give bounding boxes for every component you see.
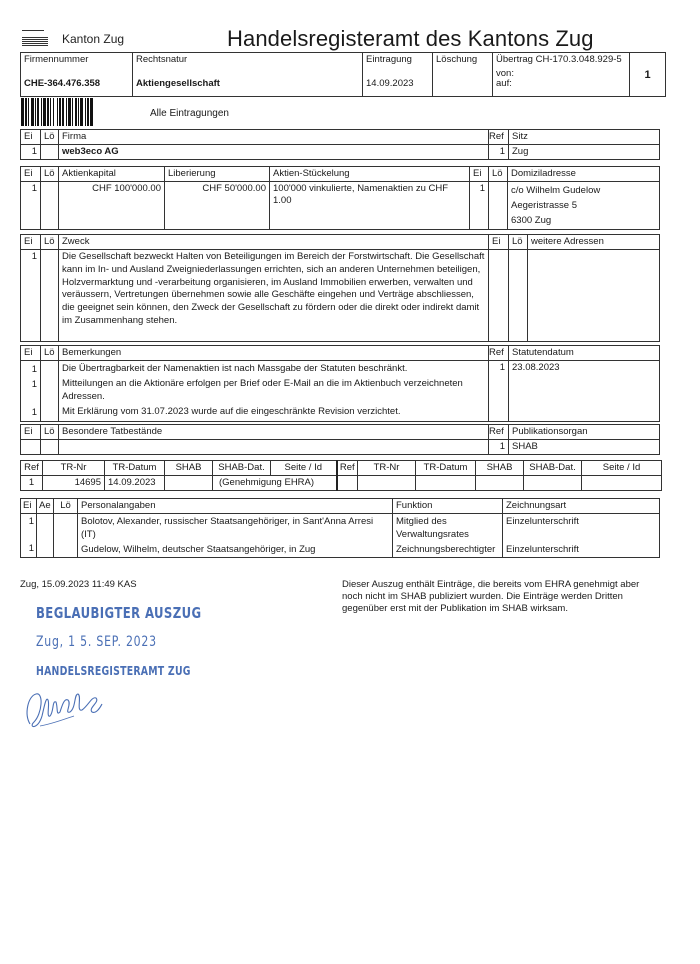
remark-ei: 1 [31, 379, 37, 390]
col-lo: Lö [41, 167, 59, 182]
barcode-icon [21, 98, 139, 126]
special-facts-table [20, 424, 660, 455]
capital-table [20, 166, 660, 230]
register-entries-table [20, 460, 662, 491]
certified-stamp-office: HANDELSREGISTERAMT ZUG [36, 664, 191, 678]
col-ref: Ref [489, 425, 509, 440]
person-ei: 1 [28, 543, 34, 554]
col-tr-datum: TR-Datum [105, 461, 165, 476]
domicile-address [508, 182, 660, 230]
col-lo: Lö [41, 130, 59, 145]
cell-ei: 1 [21, 182, 41, 230]
cell-tatbestand [59, 440, 489, 455]
signature-type-cell [503, 514, 660, 558]
scope-label: Alle Eintragungen [150, 108, 229, 119]
table-row [21, 250, 660, 342]
col-lo-2: Lö [509, 235, 528, 250]
canton-logo-icon [22, 30, 52, 47]
col-ei-2: Ei [470, 167, 489, 182]
cell-lo-2 [509, 250, 528, 342]
cell-lo [54, 514, 78, 558]
table-row [21, 514, 660, 558]
col-ref: Ref [21, 461, 43, 476]
table-header-row [21, 235, 660, 250]
rechtsnatur-value: Aktiengesellschaft [136, 78, 220, 89]
auf-label: auf: [496, 78, 512, 89]
cell-ei-2: 1 [470, 182, 489, 230]
cell-lo [41, 145, 59, 160]
firma-table [20, 129, 660, 160]
col-tr-datum-2: TR-Datum [416, 461, 476, 476]
col-ei: Ei [21, 167, 41, 182]
loeschung-label: Löschung [436, 54, 478, 65]
cell-shab-dat-2 [524, 476, 582, 491]
col-domiziladresse: Domiziladresse [508, 167, 660, 182]
table-row [21, 440, 660, 455]
table-row [21, 361, 660, 422]
person-function: Mitglied des Verwaltungsrates [396, 516, 469, 540]
person-entry: Gudelow, Wilhelm, deutscher Staatsangehöriger, in Zug [81, 544, 316, 555]
remark-text: Mitteilungen an die Aktionäre erfolgen per Brief oder E-Mail an die im Aktienbuch verzeichneten Adressen. [62, 378, 463, 402]
table-header-row [21, 461, 662, 476]
uebertrag-label: Übertrag CH-170.3.048.929-5 [496, 54, 622, 65]
col-liberierung: Liberierung [165, 167, 270, 182]
address-line: c/o Wilhelm Gudelow [511, 185, 601, 196]
remarks-cell [59, 361, 489, 422]
cell-ei [21, 440, 41, 455]
von-label: von: [496, 68, 514, 79]
table-row [21, 145, 660, 160]
issue-place-date: Zug, 15.09.2023 11:49 KAS [20, 579, 137, 590]
address-line: 6300 Zug [511, 215, 552, 226]
tr-number: 14695 [43, 476, 105, 491]
col-firma: Firma [59, 130, 489, 145]
signature-type: Einzelunterschrift [506, 544, 579, 555]
col-stueckelung: Aktien-Stückelung [270, 167, 470, 182]
share-capital: CHF 100'000.00 [59, 182, 165, 230]
col-bemerkungen: Bemerkungen [59, 346, 489, 361]
cell-lo [41, 440, 59, 455]
address-line: Aegeristrasse 5 [511, 200, 578, 211]
paid-in-capital: CHF 50'000.00 [165, 182, 270, 230]
col-ref: Ref [489, 130, 509, 145]
cell-lo [41, 182, 59, 230]
col-lo: Lö [41, 235, 59, 250]
approval-note: (Genehmigung EHRA) [213, 476, 337, 491]
person-details [78, 514, 393, 558]
eintragung-value: 14.09.2023 [366, 78, 414, 89]
cell-lo-2 [489, 182, 508, 230]
col-lo: Lö [54, 499, 78, 514]
purpose-table [20, 234, 660, 342]
publication-notice: Dieser Auszug enthält Einträge, die bereits vom EHRA genehmigt aber noch nicht im SHAB publiziert wurden. Die Einträge werden Dritten gegenüber erst mit der Publikation im SHAB wirksam. [342, 579, 640, 614]
col-lo: Lö [41, 346, 59, 361]
cell-lo [41, 250, 59, 342]
company-name: web3eco AG [59, 145, 489, 160]
firmennummer-value: CHE-364.476.358 [24, 78, 101, 89]
table-header-row [21, 346, 660, 361]
col-ei: Ei [21, 130, 41, 145]
cell-shab [165, 476, 213, 491]
canton-name: Kanton Zug [62, 32, 125, 46]
col-shab-2: SHAB [476, 461, 524, 476]
col-lo-2: Lö [489, 167, 508, 182]
cell-ref: 1 [21, 476, 43, 491]
person-ei: 1 [28, 516, 34, 527]
barcode-bar [90, 98, 93, 126]
share-denomination: 100'000 vinkulierte, Namenaktien zu CHF 1.00 [270, 182, 470, 230]
col-shab-dat: SHAB-Dat. [213, 461, 271, 476]
cell-ei [21, 514, 37, 558]
statutes-date: 23.08.2023 [509, 361, 660, 422]
col-sitz: Sitz [509, 130, 660, 145]
table-header-row [21, 130, 660, 145]
table-header-row [21, 167, 660, 182]
col-publikationsorgan: Publikationsorgan [509, 425, 660, 440]
col-statutendatum: Statutendatum [509, 346, 660, 361]
remark-text: Die Übertragbarkeit der Namenaktien ist nach Massgabe der Statuten beschränkt. [62, 363, 408, 374]
cell-ei [21, 361, 41, 422]
cell-ref: 1 [489, 440, 509, 455]
col-ref: Ref [489, 346, 509, 361]
eintragung-label: Eintragung [366, 54, 412, 65]
document-title: Handelsregisteramt des Kantons Zug [227, 26, 594, 51]
publication-organ: SHAB [509, 440, 660, 455]
col-shab-dat-2: SHAB-Dat. [524, 461, 582, 476]
col-funktion: Funktion [393, 499, 503, 514]
col-ae: Ae [37, 499, 54, 514]
table-row [21, 182, 660, 230]
signature-icon [22, 686, 112, 734]
cell-ref: 1 [489, 145, 509, 160]
cell-ae [37, 514, 54, 558]
col-ei: Ei [21, 425, 41, 440]
rechtsnatur-label: Rechtsnatur [136, 54, 188, 65]
col-zweck: Zweck [59, 235, 489, 250]
col-ei: Ei [21, 235, 41, 250]
remark-ei: 1 [31, 407, 37, 418]
cell-seite-id-2 [582, 476, 662, 491]
col-seite-id-2: Seite / Id [582, 461, 662, 476]
cell-shab-2 [476, 476, 524, 491]
persons-table [20, 498, 660, 558]
table-row [21, 476, 662, 491]
certified-stamp-date: Zug, 1 5. SEP. 2023 [36, 634, 157, 650]
cell-ref-2 [337, 476, 358, 491]
company-info-table [20, 52, 666, 97]
cell-lo [41, 361, 59, 422]
col-tr-nr-2: TR-Nr [358, 461, 416, 476]
cell-tr-datum-2 [416, 476, 476, 491]
cell-ref: 1 [489, 361, 509, 422]
purpose-text: Die Gesellschaft bezweckt Halten von Beteiligungen im Bereich der Forstwirtschaft. Die Gesellschaft kann im In- und Ausland Zweigniederlassungen errichten, sich an anderen Unternehmen beteiligen, Holzvermarktung und -verarbeitung organisieren, im Ausland Immobilien erwerben, verwalten und veräussern, Vertretungen übernehmen sowie alle Geschäfte eingehen und Verträge abschliessen, die geeignet sein können, den Zweck der Gesellschaft zu fördern oder die direkt oder indirekt damit im Zusammenhang stehen. [59, 250, 489, 342]
col-weitere-adressen: weitere Adressen [528, 235, 660, 250]
col-lo: Lö [41, 425, 59, 440]
cell-tr-nr-2 [358, 476, 416, 491]
col-ei: Ei [21, 499, 37, 514]
cell-ei: 1 [21, 145, 41, 160]
table-header-row [21, 425, 660, 440]
cell-ei: 1 [21, 250, 41, 342]
col-ref-2: Ref [337, 461, 358, 476]
person-function: Zeichnungsberechtigter [396, 544, 496, 555]
person-entry: Bolotov, Alexander, russischer Staatsangehöriger, in Sant'Anna Arresi (IT) [81, 516, 374, 540]
cell-ei-2 [489, 250, 509, 342]
function-cell [393, 514, 503, 558]
col-shab: SHAB [165, 461, 213, 476]
firmennummer-label: Firmennummer [24, 54, 89, 65]
col-tr-nr: TR-Nr [43, 461, 105, 476]
col-zeichnungsart: Zeichnungsart [503, 499, 660, 514]
remark-text: Mit Erklärung vom 31.07.2023 wurde auf die eingeschränkte Revision verzichtet. [62, 406, 401, 417]
cell-weitere-adressen [528, 250, 660, 342]
company-seat: Zug [509, 145, 660, 160]
col-aktienkapital: Aktienkapital [59, 167, 165, 182]
signature-type: Einzelunterschrift [506, 516, 579, 527]
certified-stamp-title: BEGLAUBIGTER AUSZUG [36, 604, 202, 622]
col-ei-2: Ei [489, 235, 509, 250]
page-number: 1 [630, 53, 666, 97]
col-besondere-tatbestaende: Besondere Tatbestände [59, 425, 489, 440]
remark-ei: 1 [31, 364, 37, 375]
tr-date: 14.09.2023 [105, 476, 165, 491]
remarks-table [20, 345, 660, 422]
col-seite-id: Seite / Id [271, 461, 337, 476]
table-header-row [21, 499, 660, 514]
col-ei: Ei [21, 346, 41, 361]
col-personalangaben: Personalangaben [78, 499, 393, 514]
